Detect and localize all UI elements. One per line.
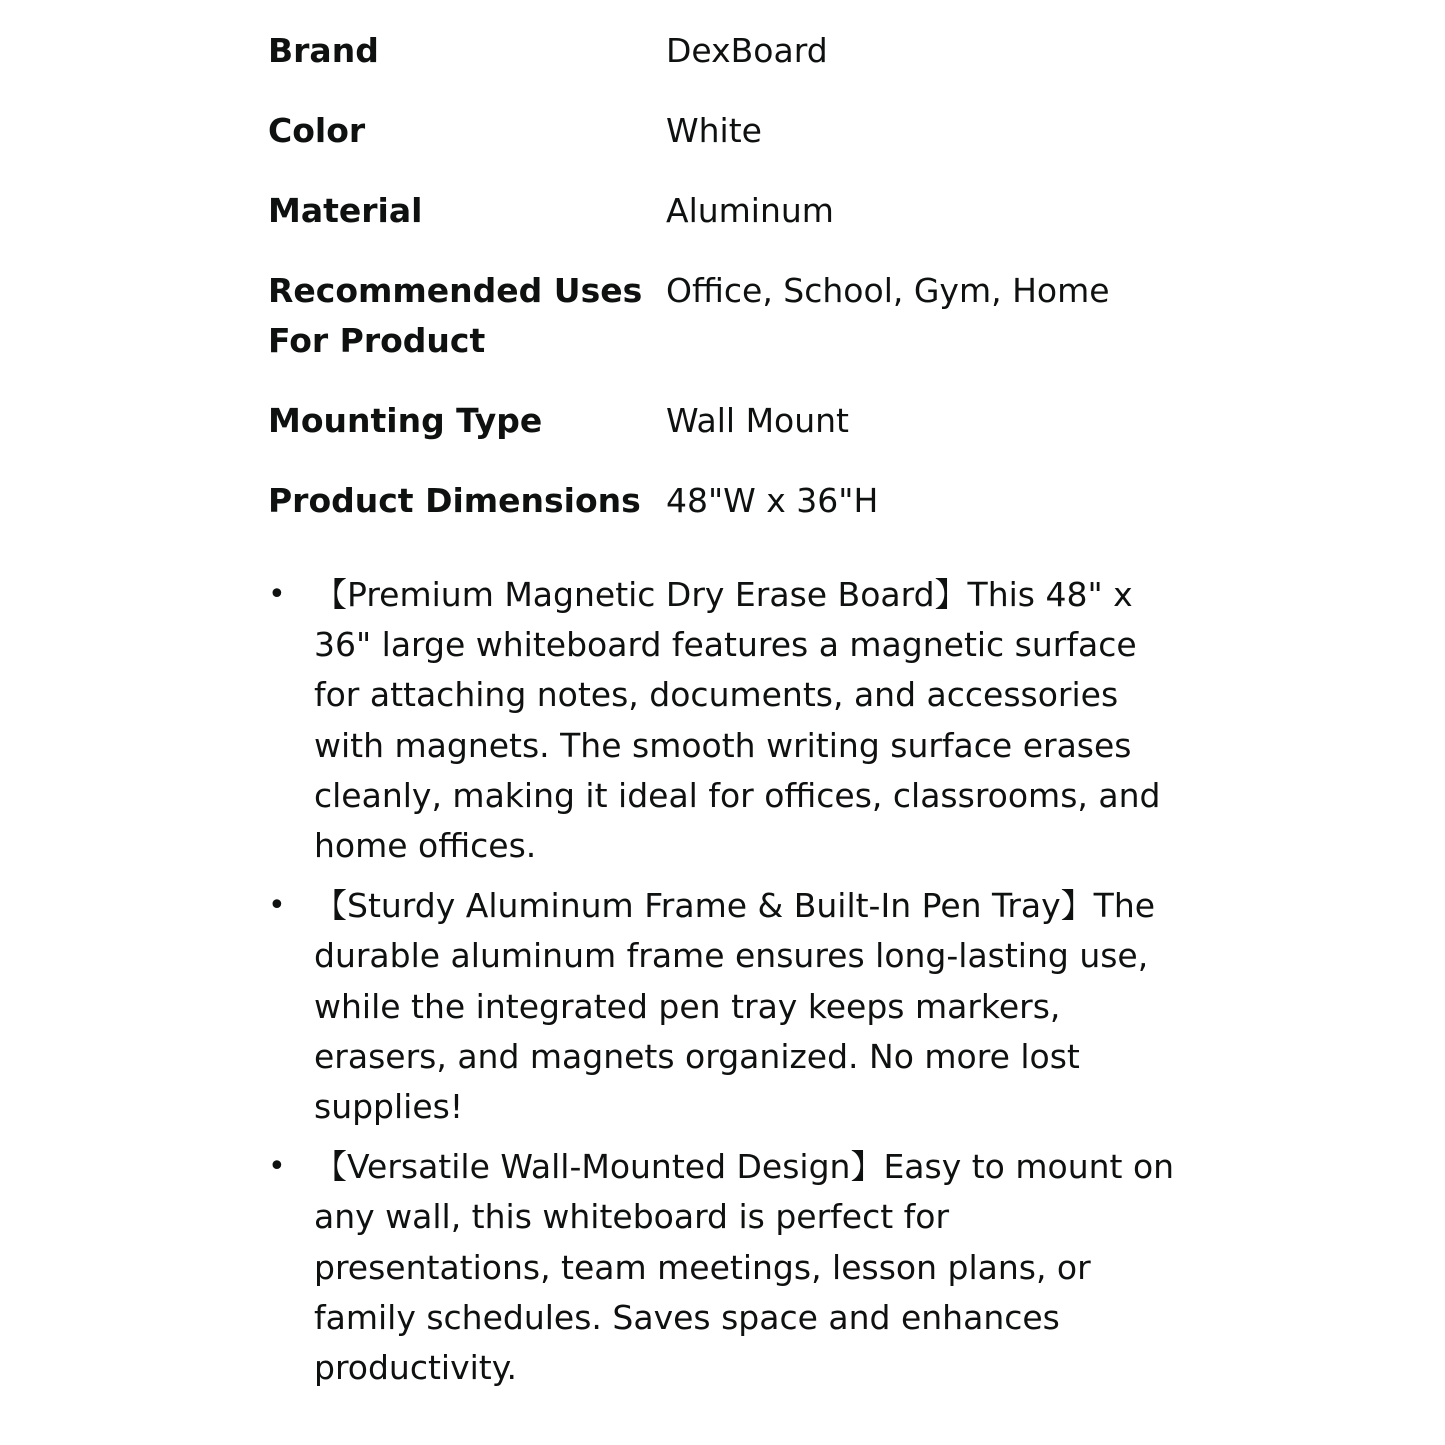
spec-label: Recommended Uses For Product [268, 271, 643, 360]
spec-row-mounting-type [268, 396, 1186, 476]
spec-value: 48"W x 36"H [666, 481, 879, 520]
spec-label: Brand [268, 31, 379, 70]
spec-label: Material [268, 191, 423, 230]
feature-bullet [268, 1142, 1188, 1393]
feature-bullet [268, 570, 1188, 871]
spec-value: DexBoard [666, 31, 828, 70]
spec-row-brand [268, 26, 1186, 106]
bullet-dot-icon: • [268, 577, 286, 612]
spec-value: Aluminum [666, 191, 834, 230]
bullet-dot-icon: • [268, 888, 286, 924]
spec-row-material [268, 186, 1186, 266]
feature-bullet-text: 【Versatile Wall-Mounted Design】Easy to mount on any wall, this whiteboard is perfect for presentations, team meetings, lesson plans, or family schedules. Saves space and enhances productivity. [314, 1147, 1175, 1388]
bullet-dot-icon: • [268, 1149, 286, 1185]
product-details [268, 26, 1188, 1403]
feature-bullet [268, 881, 1188, 1132]
feature-bullet-text: 【Sturdy Aluminum Frame & Built-In Pen Tray】The durable aluminum frame ensures long-lasting use, while the integrated pen tray keeps markers, erasers, and magnets organized. No more lost supplies! [314, 886, 1156, 1127]
spec-label: Product Dimensions [268, 481, 641, 520]
spec-value: Wall Mount [666, 401, 849, 440]
spec-label: Mounting Type [268, 401, 543, 440]
spec-row-recommended-uses [268, 266, 1186, 396]
product-spec-table [268, 26, 1186, 556]
spec-value: Office, School, Gym, Home [666, 271, 1110, 310]
feature-bullet-text: 【Premium Magnetic Dry Erase Board】This 48" x 36" large whiteboard features a magnetic surface for attaching notes, documents, and accessories with magnets. The smooth writing surface erases cleanly, making it ideal for offices, classrooms, and home offices. [314, 575, 1161, 866]
spec-value: White [666, 111, 762, 150]
spec-label: Color [268, 111, 366, 150]
feature-bullet-list [268, 570, 1188, 1393]
spec-row-dimensions [268, 476, 1186, 556]
spec-row-color [268, 106, 1186, 186]
